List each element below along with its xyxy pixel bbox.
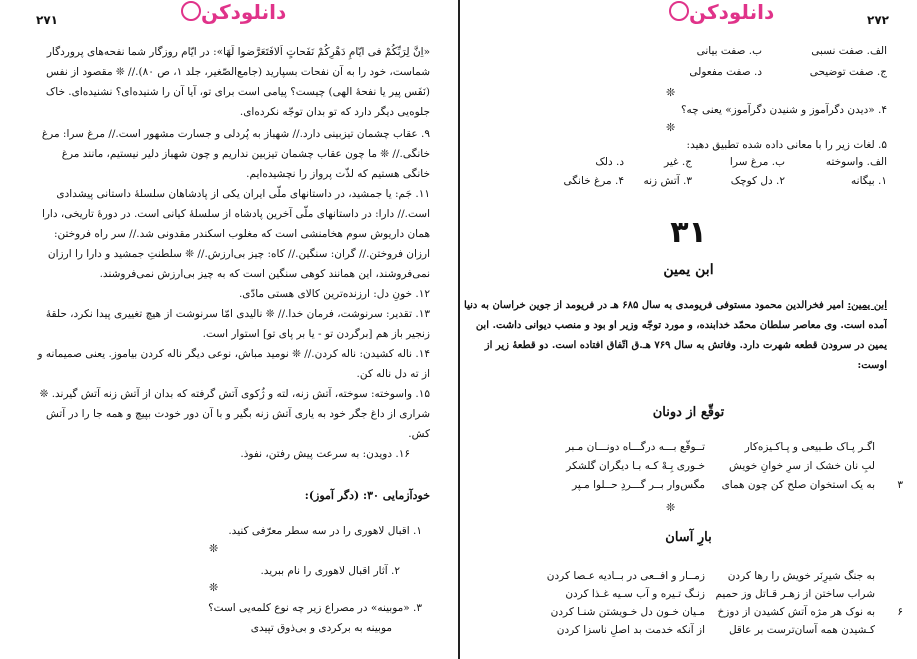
option-text: الف. صفت نسبی <box>811 45 887 57</box>
page-number: ۲۷۱ <box>36 13 58 27</box>
exercise-question: ۳. «موبینه» در مصراع زیر چه نوع کلمه‌یی است؟ <box>208 602 422 614</box>
hemistich: زنـگ تـیره و آب سـیه غـذا کردن <box>565 588 705 600</box>
match-word: ب. مرغ سرا <box>729 156 785 168</box>
note-paragraph: ۱۴. ناله کشیدن: ناله کردن.// ❊ نومید مباش، نوعی دیگر ناله کردن بیاموز. یعنی صمیمانه و از ته دل ناله کن. <box>37 348 430 380</box>
logo-ring-icon <box>669 1 689 21</box>
hemistich: زمــار و افــعی در بــادیه عـصا کردن <box>546 570 705 582</box>
note-paragraph: ۱۶. دویدن: به سرعت پیش رفتن، نفوذ. <box>240 448 410 460</box>
exercise-title: خودآزمایی ۳۰: (دگر آموز): <box>304 489 430 502</box>
bio-paragraph <box>460 296 887 376</box>
separator-star-icon: ❊ <box>666 86 676 99</box>
options-row <box>460 45 917 63</box>
poem-line <box>460 606 917 624</box>
poem-line <box>460 624 917 642</box>
note-paragraph: ۱۵. واسوخته: سوخته، آتش زنه، لته و ژُکوی آتش گرفته که بدان از آتش زنه آتش گیرند. ❊ شراری از داغ جگر خود به یاری آتش زنه بگیر و با آن دور خودت بپیچ و همه جا را در آتش کش. <box>39 388 430 440</box>
hemistich: خـوری بِـهْ کـه بـا دیگران گلشکر <box>566 460 705 472</box>
line-number: ۳ <box>897 479 903 491</box>
poem-line <box>460 479 917 497</box>
separator-star-icon: ❊ <box>209 581 219 594</box>
logo: دانلودکن <box>666 0 774 24</box>
logo: دانلودکن <box>178 0 286 24</box>
notes-block <box>32 42 430 464</box>
options-row <box>460 66 917 84</box>
match-word: الف. واسوخته <box>825 156 887 168</box>
option-text: ب. صفت بیانی <box>696 45 762 57</box>
question-4: ۴. «دیدن دگرآموز و شنیدن دگرآموز» یعنی چه؟ <box>680 104 887 116</box>
note-paragraph: ۱۲. خونِ دل: ارزنده‌ترین کالای هستی مادّی. <box>238 288 430 300</box>
note-paragraph: «اِنَّ لِرَبِّکُمْ فی ایّامِ دَهْرِکُمْ نَفَحاتٍ اَلافَتَعَرَّضوا لَهَا»: در ایّام روزگار شما نفحه‌های پروردگار شماست، خود را به آن نفحات بسپارید (جامع‌الصّغیر، جلد ۱، ص ۸۰).// ❊ مقصود از نفس (نَفَس پیر یا نفحهٔ الهی) چیست؟ پیامی است برای تو، آیا آن را شنیده‌ای؟ نشنیده‌ای. خاک جلوه‌یی دیگر دارد که تو بدان توجّه نکرده‌ای. <box>45 46 430 118</box>
separator-star-icon: ❊ <box>666 501 676 514</box>
poem-title: بارِ آسان <box>665 530 712 545</box>
left-page <box>0 0 458 659</box>
poem-line <box>460 570 917 588</box>
hemistich: مگس‌وار بــر گـــردِ حــلوا مـپر <box>572 479 705 491</box>
hemistich: شراب ساختن از زهـر قـاتل وز حمیم <box>715 588 875 600</box>
note-paragraph: ۱۱. جَم: یا جمشید، در داستانهای ملّی ایران یکی از پادشاهان سلسلهٔ داستانی پیشدادی است.// دارا: در داستانهای ملّی آخرین پادشاه از سلسلهٔ کیانی است. در دورهٔ تاریخی، دارا همان داریوش سوم هخامنشی است که مغلوب اسکندر مقدونی شد.// سر راه فروختن: ارزان فروختن.// گران: سنگین.// کاه: چیز بی‌ارزش.// ❊ سلطنتِ جمشید و دارا را ارزان نمی‌فروشند، این همانند کوهی سنگین است که به چیز بی‌ارزش نمی‌فروشند. <box>41 188 430 280</box>
match-word: ج. غیر <box>664 156 692 168</box>
match-meaning: ۱. بیگانه <box>851 175 887 187</box>
match-meaning: ۴. مرغ خانگی <box>563 175 624 187</box>
hemistich: تــوقّع بـــه درگـــاه دونـــان مـبر <box>565 441 705 453</box>
poem-line <box>460 588 917 606</box>
hemistich: به نوک هر مژه آتش کشیدن از دوزخ <box>717 606 875 618</box>
hemistich: کـشیدن همه آسان‌ترست بر عاقل <box>728 624 875 636</box>
hemistich: از آنکه خدمت بد اصلِ ناسزا کردن <box>556 624 705 636</box>
quote-line: موبینه به برکردی و بی‌ذوق تپیدی <box>250 622 392 634</box>
logo-ring-icon <box>181 1 201 21</box>
lesson-title: ابن یمین <box>663 262 714 278</box>
hemistich: اگـر پـاک طـبیعی و پـاکـیزه‌کار <box>744 441 875 453</box>
option-text: ج. صفت توضیحی <box>809 66 887 78</box>
hemistich: لبِ نان خشک از سرِ خوانِ خویش <box>729 460 875 472</box>
exercise-question: ۱. اقبال لاهوری را در سه سطر معرّفی کنید. <box>228 525 422 537</box>
exercise-question: ۲. آثار اقبال لاهوری را نام ببرید. <box>260 565 400 577</box>
match-meanings-row <box>460 175 917 193</box>
poem-line <box>460 441 917 459</box>
bio-text: امیر فخرالدین محمود مستوفی فریومدی به سال ۶۸۵ هـ در فریومد از جوین خراسان به دنیا آمده است. وی معاصر سلطان محمّد خدابنده، و مورد توجّه وزیر او بود و منصب دیوانی داشت. ابن یمین در سرودن قطعه شهرت دارد. وفاتش به سال ۷۶۹ هـ.ق اتّفاق افتاده است. دو قطعهٔ زیر از اوست: <box>464 300 887 371</box>
poem-line <box>460 460 917 478</box>
separator-star-icon: ❊ <box>666 121 676 134</box>
right-page <box>460 0 917 659</box>
lesson-number: ۳۱ <box>670 215 707 250</box>
hemistich: به جنگ شیرِنَر خویش را رها کردن <box>727 570 875 582</box>
separator-star-icon: ❊ <box>209 542 219 555</box>
bio-label: ابن یمین: <box>847 300 887 311</box>
poem-title: توقّع از دونان <box>652 405 725 420</box>
hemistich: مـیان خـون دل خـویشتن شنـا کردن <box>550 606 705 618</box>
match-meaning: ۳. آتش زنه <box>643 175 692 187</box>
page-number: ۲۷۲ <box>867 13 889 27</box>
match-meaning: ۲. دل کوچک <box>730 175 785 187</box>
match-words-row <box>460 156 917 174</box>
question-5: ۵. لغات زیر را با معانی داده شده تطبیق دهید: <box>686 139 887 151</box>
line-number: ۶ <box>897 606 903 618</box>
note-paragraph: ۹. عقاب چشمان تیزبینی دارد.// شهباز به پُردلی و جسارت مشهور است.// مرغ سرا: مرغ خانگی.// ❊ ما چون عقاب چشمان تیزبین نداریم و چون شهباز دلیر نیستیم، مانند مرغ خانگی هستیم که لذّت پرواز را نچشیده‌ایم. <box>41 128 430 180</box>
match-word: د. دلک <box>595 156 624 168</box>
hemistich: به یک استخوان صلح کن چون همای <box>721 479 875 491</box>
note-paragraph: ۱۳. تقدیر: سرنوشت، فرمان خدا.// ❊ نالیدی امّا سرنوشت از هیچ تغییری پیدا نکرد، حلقهٔ زنجیر باز هم [برگردن تو - یا بر پای تو] استوار است. <box>45 308 430 340</box>
option-text: د. صفت مفعولی <box>689 66 762 78</box>
